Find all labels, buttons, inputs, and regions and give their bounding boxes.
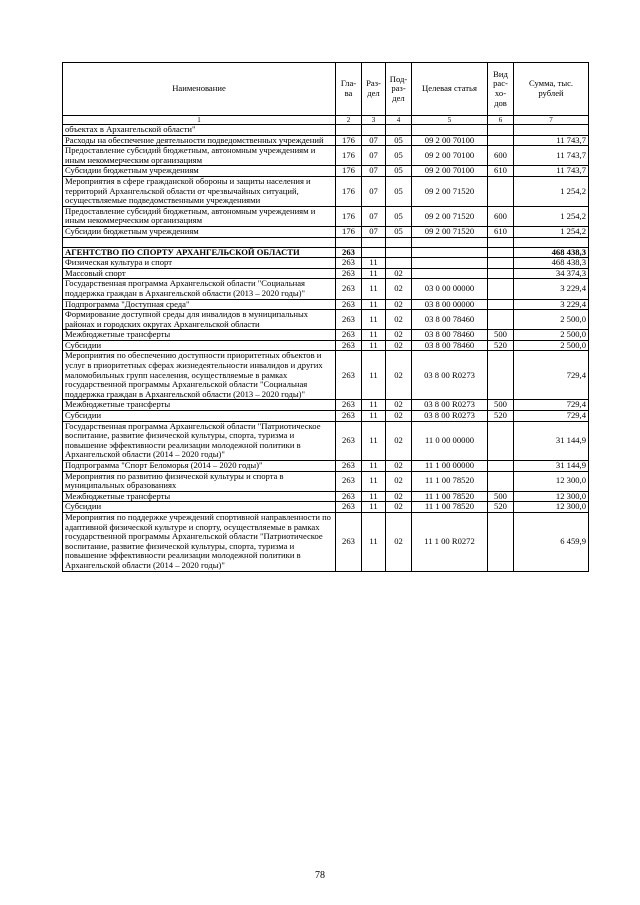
cell-summa [514, 237, 589, 247]
cell-razdel [362, 237, 386, 247]
cell-glava: 263 [336, 421, 362, 460]
cell-podrazdel: 02 [386, 400, 412, 411]
cell-summa: 31 144,9 [514, 421, 589, 460]
cell-celevaya-statya: 09 2 00 70100 [412, 135, 488, 146]
cell-summa: 729,4 [514, 411, 589, 422]
column-number: 7 [514, 116, 589, 125]
table-row [63, 400, 589, 411]
cell-name: Субсидии бюджетным учреждениям [63, 226, 336, 237]
cell-summa: 2 500,0 [514, 310, 589, 330]
cell-summa: 11 743,7 [514, 166, 589, 177]
cell-summa: 12 300,0 [514, 471, 589, 491]
cell-vid-rashodov: 500 [488, 400, 514, 411]
budget-table [62, 62, 589, 572]
cell-razdel: 11 [362, 421, 386, 460]
cell-podrazdel [386, 237, 412, 247]
cell-summa: 468 438,3 [514, 247, 589, 258]
cell-summa: 3 229,4 [514, 279, 589, 299]
cell-razdel: 11 [362, 411, 386, 422]
cell-podrazdel: 02 [386, 471, 412, 491]
cell-glava: 263 [336, 471, 362, 491]
cell-name: Субсидии [63, 411, 336, 422]
table-row [63, 310, 589, 330]
cell-razdel: 11 [362, 400, 386, 411]
cell-vid-rashodov: 600 [488, 146, 514, 166]
cell-vid-rashodov [488, 471, 514, 491]
cell-glava: 176 [336, 135, 362, 146]
cell-podrazdel: 02 [386, 299, 412, 310]
header-name: Наименование [63, 63, 336, 116]
cell-summa: 11 743,7 [514, 146, 589, 166]
table-row [63, 421, 589, 460]
cell-celevaya-statya: 03 8 00 R0273 [412, 400, 488, 411]
cell-celevaya-statya: 09 2 00 71520 [412, 206, 488, 226]
column-number: 3 [362, 116, 386, 125]
table-row [63, 502, 589, 513]
cell-razdel: 11 [362, 471, 386, 491]
cell-glava: 176 [336, 146, 362, 166]
cell-name [63, 237, 336, 247]
cell-razdel: 07 [362, 176, 386, 206]
cell-glava: 176 [336, 226, 362, 237]
cell-vid-rashodov: 610 [488, 166, 514, 177]
cell-summa: 468 438,3 [514, 258, 589, 269]
cell-podrazdel: 02 [386, 411, 412, 422]
cell-name: Расходы на обеспечение деятельности подведомственных учреждений [63, 135, 336, 146]
cell-celevaya-statya: 09 2 00 70100 [412, 146, 488, 166]
cell-summa: 2 500,0 [514, 340, 589, 351]
table-row [63, 247, 589, 258]
table-row [63, 279, 589, 299]
cell-glava: 263 [336, 400, 362, 411]
cell-glava: 263 [336, 310, 362, 330]
cell-celevaya-statya: 11 1 00 78520 [412, 491, 488, 502]
cell-summa: 31 144,9 [514, 461, 589, 472]
cell-vid-rashodov: 520 [488, 340, 514, 351]
column-number: 1 [63, 116, 336, 125]
table-row [63, 512, 589, 571]
cell-celevaya-statya: 11 1 00 78520 [412, 502, 488, 513]
column-number: 6 [488, 116, 514, 125]
cell-glava: 176 [336, 166, 362, 177]
table-row [63, 351, 589, 400]
cell-vid-rashodov: 520 [488, 502, 514, 513]
table-row [63, 226, 589, 237]
cell-celevaya-statya [412, 247, 488, 258]
cell-razdel: 11 [362, 268, 386, 279]
cell-name: Предоставление субсидий бюджетным, автономным учреждениям и иным некоммерческим организациям [63, 206, 336, 226]
cell-summa: 729,4 [514, 351, 589, 400]
cell-glava: 263 [336, 340, 362, 351]
cell-podrazdel [386, 258, 412, 269]
cell-name: Мероприятия в сфере гражданской обороны и защиты населения и территорий Архангельской области от чрезвычайных ситуаций, осуществляемые подведомственными учреждениями [63, 176, 336, 206]
cell-name: Предоставление субсидий бюджетным, автономным учреждениям и иным некоммерческим организациям [63, 146, 336, 166]
cell-vid-rashodov [488, 135, 514, 146]
cell-celevaya-statya [412, 125, 488, 136]
table-row [63, 135, 589, 146]
table-row [63, 258, 589, 269]
cell-vid-rashodov [488, 125, 514, 136]
cell-podrazdel: 05 [386, 166, 412, 177]
table-row [63, 411, 589, 422]
cell-podrazdel: 02 [386, 268, 412, 279]
cell-name: Субсидии [63, 502, 336, 513]
cell-summa: 6 459,9 [514, 512, 589, 571]
cell-celevaya-statya: 03 8 00 78460 [412, 340, 488, 351]
cell-glava: 263 [336, 461, 362, 472]
column-number: 2 [336, 116, 362, 125]
cell-glava: 263 [336, 351, 362, 400]
header-vid-rashodov: Вид рас-хо-дов [488, 63, 514, 116]
table-row [63, 206, 589, 226]
cell-name: Формирование доступной среды для инвалидов в муниципальных районах и городских округах Архангельской области [63, 310, 336, 330]
cell-glava: 263 [336, 268, 362, 279]
cell-razdel: 11 [362, 330, 386, 341]
cell-vid-rashodov: 600 [488, 206, 514, 226]
cell-name: Физическая культура и спорт [63, 258, 336, 269]
cell-celevaya-statya: 09 2 00 70100 [412, 166, 488, 177]
cell-summa: 729,4 [514, 400, 589, 411]
cell-summa [514, 125, 589, 136]
cell-podrazdel: 02 [386, 421, 412, 460]
table-row [63, 268, 589, 279]
cell-vid-rashodov [488, 258, 514, 269]
cell-celevaya-statya: 11 1 00 00000 [412, 461, 488, 472]
cell-podrazdel: 02 [386, 340, 412, 351]
cell-summa: 12 300,0 [514, 502, 589, 513]
cell-celevaya-statya: 11 0 00 00000 [412, 421, 488, 460]
cell-vid-rashodov [488, 310, 514, 330]
cell-razdel: 11 [362, 512, 386, 571]
cell-vid-rashodov: 500 [488, 330, 514, 341]
cell-glava: 263 [336, 491, 362, 502]
cell-razdel: 11 [362, 299, 386, 310]
table-row [63, 146, 589, 166]
cell-celevaya-statya [412, 237, 488, 247]
table-body [63, 125, 589, 572]
cell-razdel: 11 [362, 351, 386, 400]
cell-name: Мероприятия по обеспечению доступности приоритетных объектов и услуг в приоритетных сферах жизнедеятельности инвалидов и других маломобильных групп населения, осуществляемые в рамках государственной программы Архангельской области "Социальная поддержка граждан в Архангельской области (2013 – 2020 годы)" [63, 351, 336, 400]
cell-glava: 263 [336, 279, 362, 299]
cell-vid-rashodov [488, 268, 514, 279]
cell-name: Межбюджетные трансферты [63, 400, 336, 411]
cell-razdel: 11 [362, 310, 386, 330]
table-row [63, 461, 589, 472]
cell-razdel: 07 [362, 166, 386, 177]
cell-podrazdel: 02 [386, 330, 412, 341]
cell-name: Государственная программа Архангельской области "Социальная поддержка граждан в Архангельской области (2013 – 2020 годы)" [63, 279, 336, 299]
header-podrazdel: Под-раз-дел [386, 63, 412, 116]
cell-summa: 1 254,2 [514, 226, 589, 237]
cell-name: Подпрограмма "Спорт Беломорья (2014 – 2020 годы)" [63, 461, 336, 472]
cell-summa: 2 500,0 [514, 330, 589, 341]
cell-summa: 3 229,4 [514, 299, 589, 310]
cell-name: Межбюджетные трансферты [63, 330, 336, 341]
cell-vid-rashodov [488, 421, 514, 460]
cell-glava [336, 237, 362, 247]
cell-celevaya-statya: 09 2 00 71520 [412, 176, 488, 206]
cell-name: Межбюджетные трансферты [63, 491, 336, 502]
cell-glava: 263 [336, 502, 362, 513]
cell-summa: 12 300,0 [514, 491, 589, 502]
cell-podrazdel: 05 [386, 176, 412, 206]
cell-celevaya-statya: 03 8 00 R0273 [412, 411, 488, 422]
cell-vid-rashodov [488, 461, 514, 472]
header-glava: Гла-ва [336, 63, 362, 116]
cell-podrazdel: 02 [386, 279, 412, 299]
table-row [63, 299, 589, 310]
cell-podrazdel: 02 [386, 351, 412, 400]
cell-celevaya-statya: 09 2 00 71520 [412, 226, 488, 237]
cell-summa: 1 254,2 [514, 206, 589, 226]
cell-name: Мероприятия по развитию физической культуры и спорта в муниципальных образованиях [63, 471, 336, 491]
cell-vid-rashodov: 610 [488, 226, 514, 237]
cell-name: Массовый спорт [63, 268, 336, 279]
header-celevaya-statya: Целевая статья [412, 63, 488, 116]
cell-name: объектах в Архангельской области" [63, 125, 336, 136]
cell-glava: 176 [336, 176, 362, 206]
cell-vid-rashodov [488, 176, 514, 206]
cell-vid-rashodov [488, 299, 514, 310]
cell-razdel: 11 [362, 461, 386, 472]
cell-podrazdel: 02 [386, 491, 412, 502]
cell-glava: 263 [336, 512, 362, 571]
cell-celevaya-statya: 03 8 00 R0273 [412, 351, 488, 400]
cell-podrazdel: 02 [386, 461, 412, 472]
cell-razdel: 11 [362, 258, 386, 269]
cell-glava: 263 [336, 411, 362, 422]
cell-vid-rashodov [488, 247, 514, 258]
table-header [63, 63, 589, 125]
cell-razdel [362, 125, 386, 136]
cell-vid-rashodov [488, 279, 514, 299]
cell-summa: 1 254,2 [514, 176, 589, 206]
cell-name: Субсидии бюджетным учреждениям [63, 166, 336, 177]
cell-celevaya-statya: 03 8 00 78460 [412, 330, 488, 341]
cell-podrazdel: 05 [386, 226, 412, 237]
cell-glava: 263 [336, 299, 362, 310]
cell-name: Мероприятия по поддержке учреждений спортивной направленности по адаптивной физической культуре и спорту, осуществляемые в рамках государственной программы Архангельской области "Патриотическое воспитание, развитие физической культуры, спорта, туризма и повышение эффективности реализации молодежной политики в Архангельской области (2014 – 2020 годы)" [63, 512, 336, 571]
cell-podrazdel: 05 [386, 146, 412, 166]
table-row [63, 166, 589, 177]
cell-celevaya-statya: 11 1 00 78520 [412, 471, 488, 491]
cell-podrazdel: 02 [386, 502, 412, 513]
cell-celevaya-statya: 03 8 00 00000 [412, 299, 488, 310]
cell-podrazdel: 02 [386, 512, 412, 571]
cell-celevaya-statya [412, 258, 488, 269]
cell-vid-rashodov: 520 [488, 411, 514, 422]
table-row [63, 125, 589, 136]
cell-razdel: 07 [362, 146, 386, 166]
budget-table-sheet [62, 62, 588, 572]
header-razdel: Раз-дел [362, 63, 386, 116]
cell-celevaya-statya: 03 0 00 00000 [412, 279, 488, 299]
cell-razdel: 07 [362, 206, 386, 226]
cell-summa: 11 743,7 [514, 135, 589, 146]
cell-glava: 263 [336, 258, 362, 269]
cell-celevaya-statya [412, 268, 488, 279]
cell-vid-rashodov [488, 512, 514, 571]
page-number: 78 [315, 870, 325, 881]
cell-podrazdel: 05 [386, 206, 412, 226]
cell-razdel: 07 [362, 226, 386, 237]
table-row [63, 176, 589, 206]
header-summa: Сумма, тыс. рублей [514, 63, 589, 116]
table-row [63, 237, 589, 247]
column-number: 4 [386, 116, 412, 125]
cell-razdel: 11 [362, 279, 386, 299]
cell-vid-rashodov: 500 [488, 491, 514, 502]
cell-razdel [362, 247, 386, 258]
cell-name: Государственная программа Архангельской области "Патриотическое воспитание, развитие физической культуры, спорта, туризма и повышение эффективности реализации молодежной политики в Архангельской области (2014 – 2020 годы)" [63, 421, 336, 460]
cell-name: Субсидии [63, 340, 336, 351]
cell-name: АГЕНТСТВО ПО СПОРТУ АРХАНГЕЛЬСКОЙ ОБЛАСТИ [63, 247, 336, 258]
cell-celevaya-statya: 03 8 00 78460 [412, 310, 488, 330]
table-row [63, 471, 589, 491]
table-row [63, 491, 589, 502]
cell-vid-rashodov [488, 351, 514, 400]
cell-name: Подпрограмма "Доступная среда" [63, 299, 336, 310]
table-row [63, 340, 589, 351]
cell-razdel: 11 [362, 491, 386, 502]
cell-glava: 263 [336, 247, 362, 258]
cell-podrazdel [386, 247, 412, 258]
table-row [63, 330, 589, 341]
cell-razdel: 07 [362, 135, 386, 146]
cell-podrazdel: 05 [386, 135, 412, 146]
cell-vid-rashodov [488, 237, 514, 247]
cell-podrazdel [386, 125, 412, 136]
cell-podrazdel: 02 [386, 310, 412, 330]
cell-glava: 176 [336, 206, 362, 226]
cell-glava: 263 [336, 330, 362, 341]
cell-razdel: 11 [362, 502, 386, 513]
column-number: 5 [412, 116, 488, 125]
cell-summa: 34 374,3 [514, 268, 589, 279]
cell-glava [336, 125, 362, 136]
cell-celevaya-statya: 11 1 00 R0272 [412, 512, 488, 571]
cell-razdel: 11 [362, 340, 386, 351]
